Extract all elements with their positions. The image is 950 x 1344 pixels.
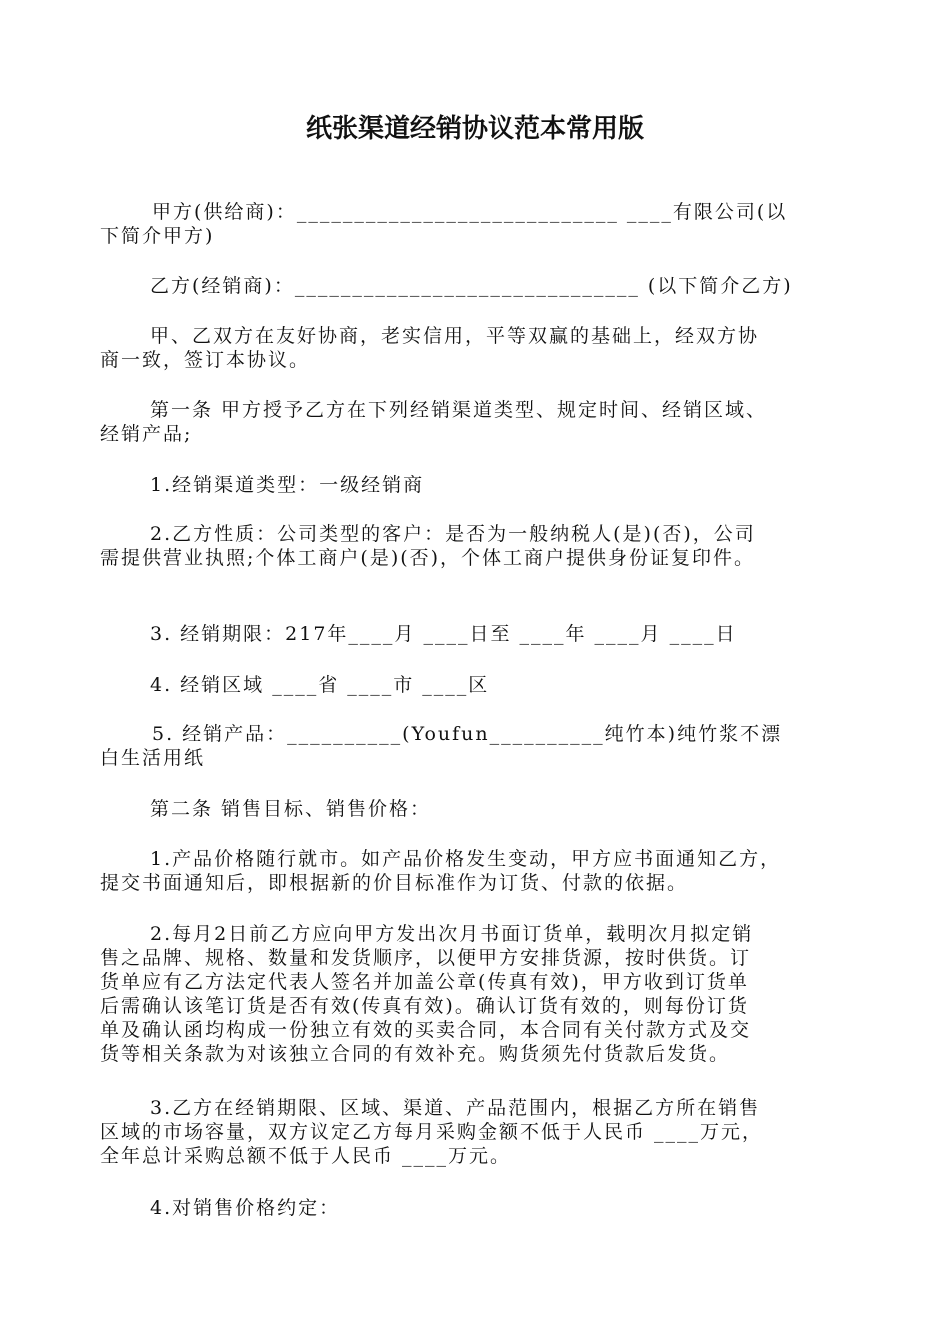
channel-type-item	[100, 473, 860, 497]
price-item-1-line-2: 提交书面通知后，即根据新的价目标准作为订货、付款的依据。	[100, 872, 689, 894]
order-item-2-line-4: 后需确认该笔订货是否有效(传真有效)。确认订货有效的，则每份订货	[100, 995, 749, 1017]
order-item-2-line-2: 售之品牌、规格、数量和发货顺序，以便甲方安排货源，按时供货。订	[100, 947, 752, 969]
product-line-1: 5. 经销产品：__________(Youfun__________纯竹本)纯竹浆不漂	[152, 723, 783, 745]
party-b-nature-line-1: 2.乙方性质：公司类型的客户：是否为一般纳税人(是)(否)，公司	[150, 523, 756, 545]
purchase-target-line-2: 区域的市场容量，双方议定乙方每月采购金额不低于人民币 ____万元，	[100, 1121, 764, 1143]
document-title: 纸张渠道经销协议范本常用版	[305, 114, 644, 144]
sales-price-line: 4.对销售价格约定：	[150, 1197, 341, 1219]
preamble-paragraph	[100, 324, 860, 372]
order-item-2-line-6: 货等相关条款为对该独立合同的有效补充。购货须先付货款后发货。	[100, 1043, 731, 1065]
product-item	[100, 722, 860, 770]
order-item-2-line-1: 2.每月2日前乙方应向甲方发出次月书面订货单，载明次月拟定销	[150, 923, 754, 945]
party-a-paragraph	[100, 200, 860, 248]
product-line-2: 白生活用纸	[100, 747, 206, 769]
party-b-nature-item	[100, 522, 860, 570]
preamble-line-2: 商一致，签订本协议。	[100, 349, 311, 371]
price-item-1	[100, 847, 860, 895]
channel-type-line: 1.经销渠道类型：一级经销商	[150, 474, 425, 496]
party-b-nature-line-2: 需提供营业执照;个体工商户(是)(否)，个体工商户提供身份证复印件。	[100, 547, 756, 569]
region-line: 4. 经销区域 ____省 ____市 ____区	[150, 674, 490, 696]
price-item-1-line-1: 1.产品价格随行就市。如产品价格发生变动，甲方应书面通知乙方，	[150, 848, 782, 870]
region-item	[100, 673, 860, 697]
order-item-2-line-5: 单及确认函均构成一份独立有效的买卖合同，本合同有关付款方式及交	[100, 1019, 752, 1041]
party-a-line-1: 甲方(供给商)：____________________________ ____有限公司(以	[152, 201, 788, 223]
order-item-2	[100, 922, 860, 1066]
order-item-2-line-3: 货单应有乙方法定代表人签名并加盖公章(传真有效)，甲方收到订货单	[100, 971, 749, 993]
article-2-line: 第二条 销售目标、销售价格：	[150, 798, 432, 820]
preamble-line-1: 甲、乙双方在友好协商，老实信用，平等双赢的基础上，经双方协	[150, 325, 760, 347]
article-1-line-1: 第一条 甲方授予乙方在下列经销渠道类型、规定时间、经销区域、	[150, 399, 768, 421]
sales-price-item-4	[100, 1196, 860, 1220]
party-b-paragraph	[100, 274, 860, 298]
article-1-heading	[100, 398, 860, 446]
article-1-line-2: 经销产品;	[100, 423, 193, 445]
party-a-line-2: 下简介甲方)	[100, 225, 215, 247]
purchase-target-line-3: 全年总计采购总额不低于人民币 ____万元。	[100, 1145, 512, 1167]
term-item	[100, 622, 860, 646]
article-2-heading	[100, 797, 860, 821]
purchase-target-line-1: 3.乙方在经销期限、区域、渠道、产品范围内，根据乙方所在销售	[150, 1097, 761, 1119]
purchase-target-item-3	[100, 1096, 860, 1168]
party-b-line-1: 乙方(经销商)：______________________________ (以下简介乙方)	[150, 275, 793, 297]
term-line: 3. 经销期限：217年____月 ____日至 ____年 ____月 ____日	[150, 623, 737, 645]
